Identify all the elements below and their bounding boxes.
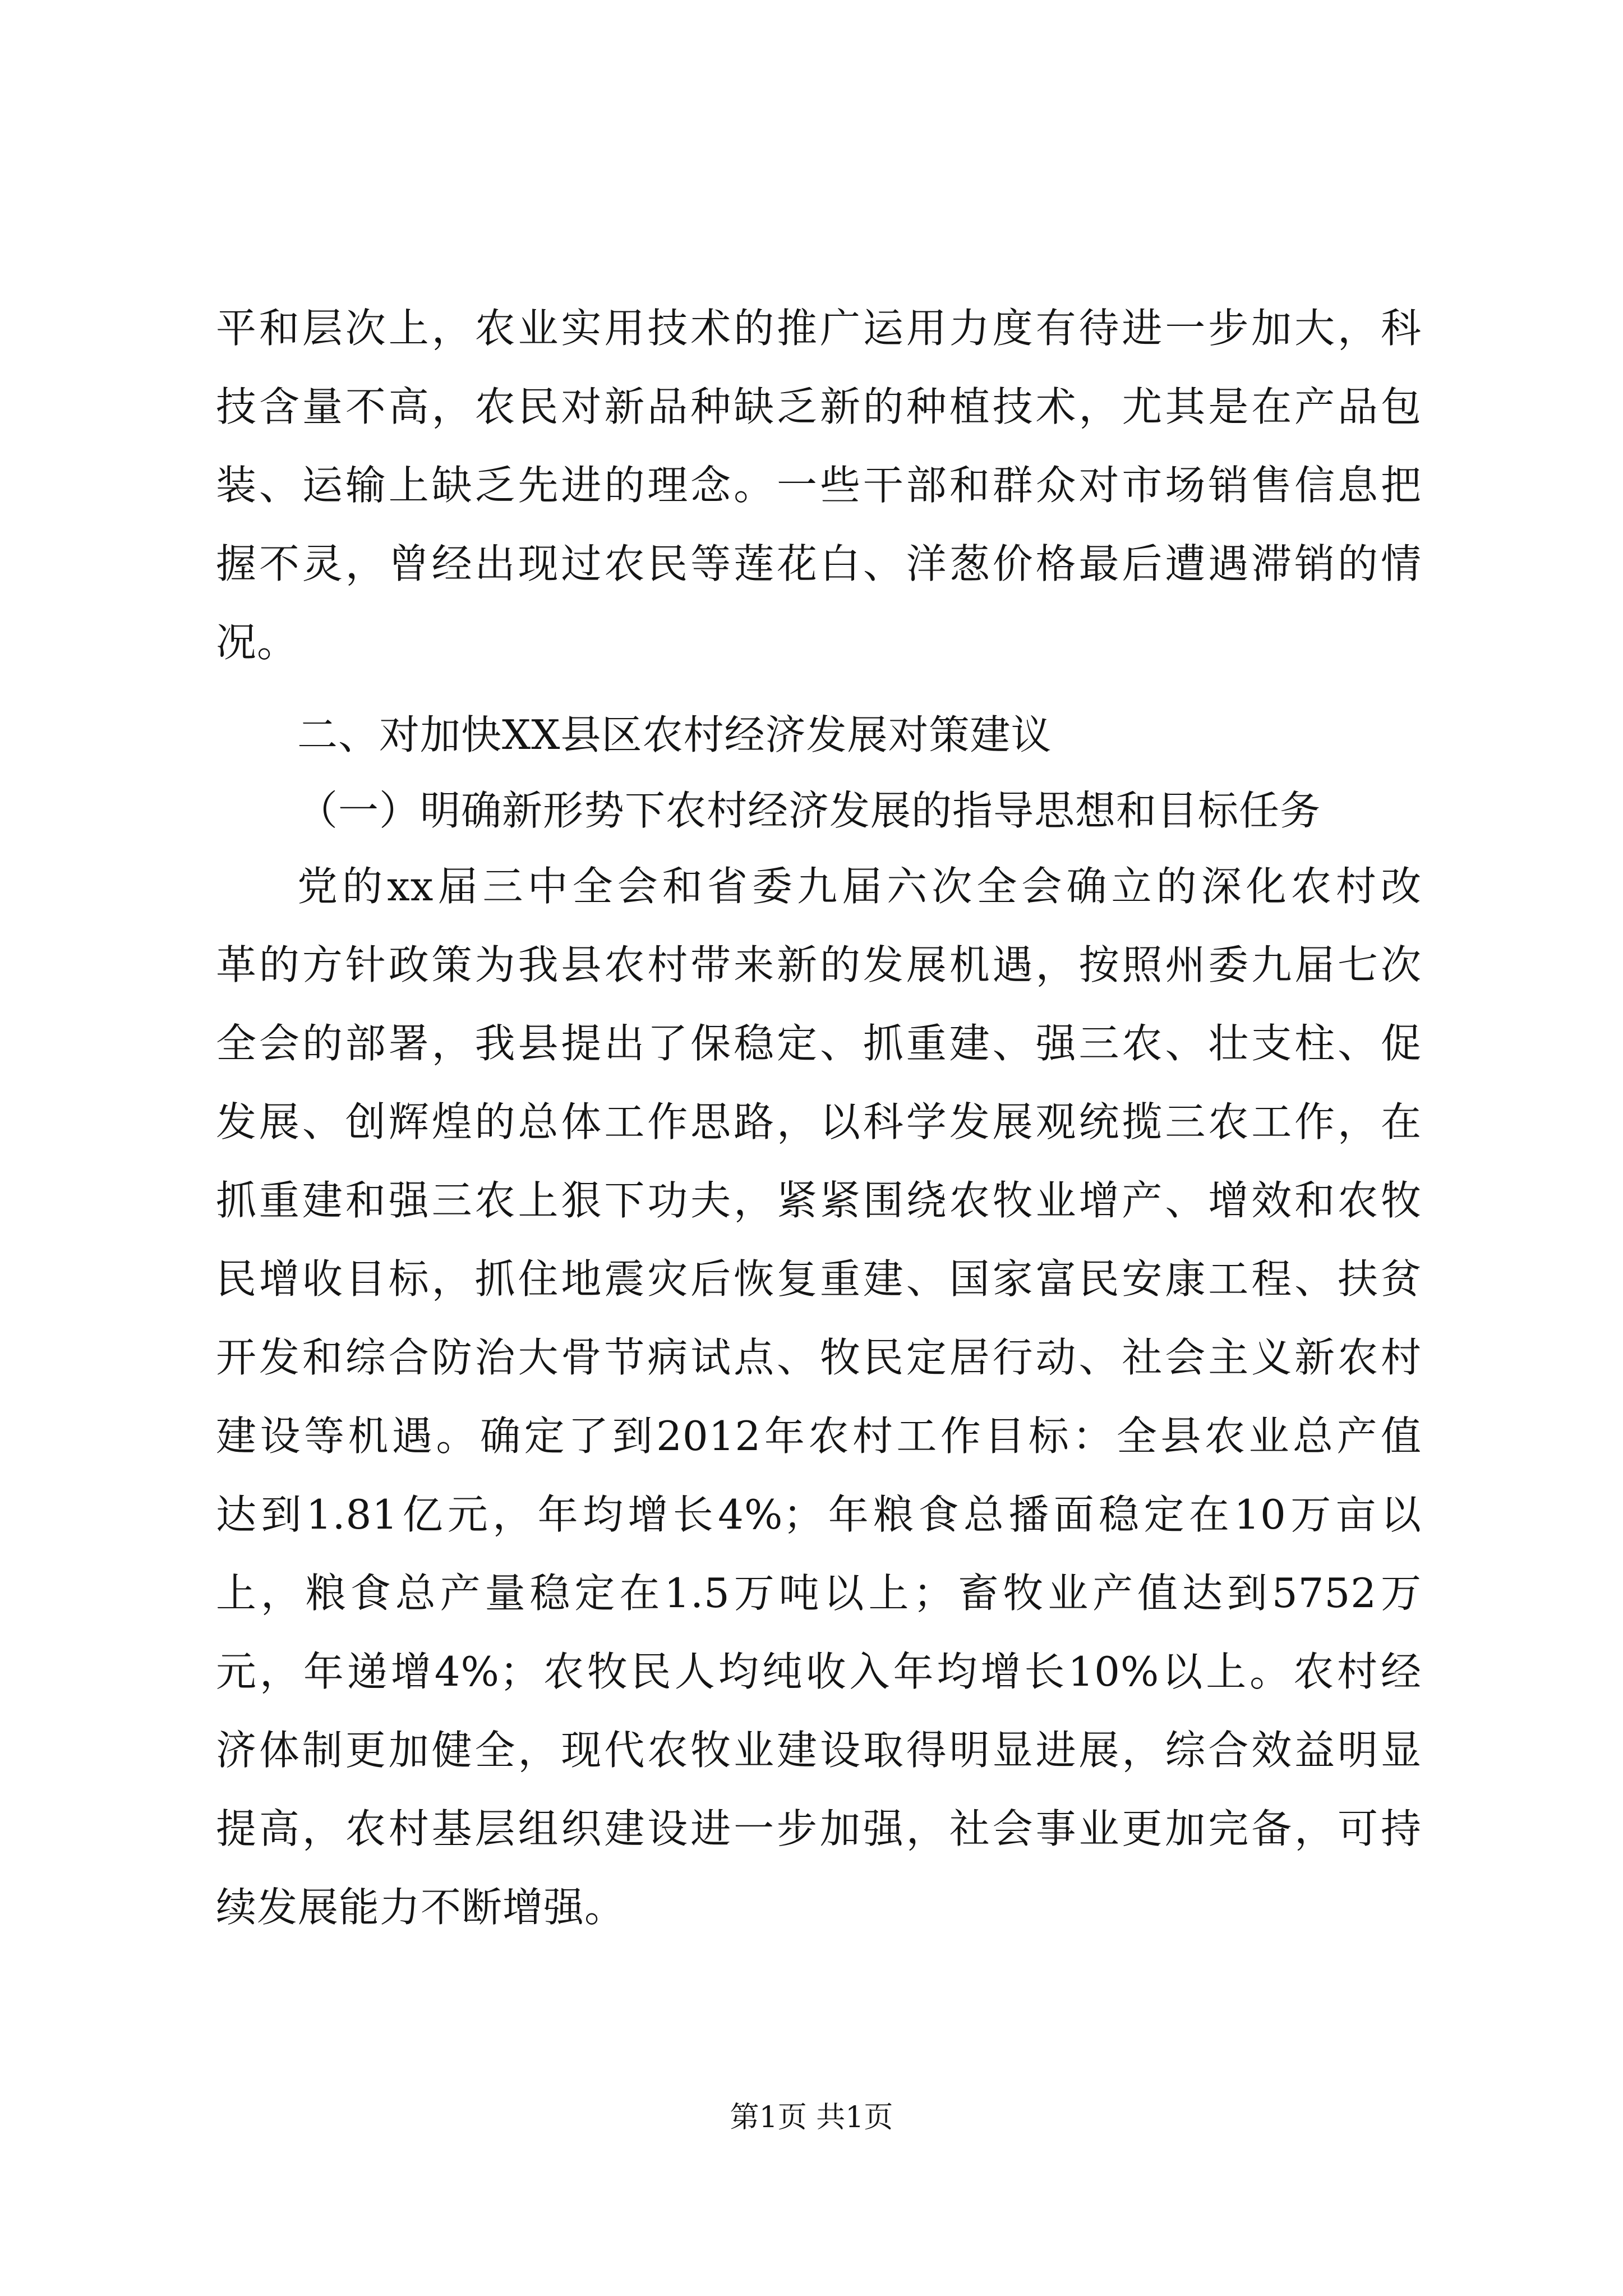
body-text-line: 上，粮食总产量稳定在1.5万吨以上；畜牧业产值达到5752万 <box>216 1570 1422 1617</box>
body-text-line: 建设等机遇。确定了到2012年农村工作目标：全县农业总产值 <box>216 1412 1422 1460</box>
body-text-line: 元，年递增4%；农牧民人均纯收入年均增长10%以上。农村经 <box>216 1648 1422 1695</box>
body-text-line: 党的xx届三中全会和省委九届六次全会确立的深化农村改 <box>297 863 1422 910</box>
body-text-line: 装、运输上缺乏先进的理念。一些干部和群众对市场销售信息把 <box>216 462 1422 509</box>
body-text-line: 握不灵，曾经出现过农民等莲花白、洋葱价格最后遭遇滞销的情 <box>216 540 1422 587</box>
body-text-line: 技含量不高，农民对新品种缺乏新的种植技术，尤其是在产品包 <box>216 383 1422 430</box>
body-text-line: 况。 <box>216 619 298 666</box>
body-text-line: 平和层次上，农业实用技术的推广运用力度有待进一步加大，科 <box>216 305 1422 352</box>
body-text-line: 民增收目标，抓住地震灾后恢复重建、国家富民安康工程、扶贫 <box>216 1255 1422 1303</box>
body-text-line: 达到1.81亿元，年均增长4%；年粮食总播面稳定在10万亩以 <box>216 1491 1422 1538</box>
body-text-line: 发展、创辉煌的总体工作思路，以科学发展观统揽三农工作，在 <box>216 1098 1422 1145</box>
subsection-heading: （一）明确新形势下农村经济发展的指导思想和目标任务 <box>297 787 1321 834</box>
body-text-line: 续发展能力不断增强。 <box>216 1884 626 1931</box>
page-footer: 第1页 共1页 <box>730 2101 893 2134</box>
body-text-line: 革的方针政策为我县农村带来新的发展机遇，按照州委九届七次 <box>216 941 1422 988</box>
body-text-line: 济体制更加健全，现代农牧业建设取得明显进展，综合效益明显 <box>216 1727 1422 1774</box>
body-text-line: 抓重建和强三农上狠下功夫，紧紧围绕农牧业增产、增效和农牧 <box>216 1177 1422 1224</box>
body-text-line: 全会的部署，我县提出了保稳定、抓重建、强三农、壮支柱、促 <box>216 1020 1422 1067</box>
body-text-line: 提高，农村基层组织建设进一步加强，社会事业更加完备，可持 <box>216 1805 1422 1852</box>
section-heading: 二、对加快XX县区农村经济发展对策建议 <box>297 711 1052 758</box>
body-text-line: 开发和综合防治大骨节病试点、牧民定居行动、社会主义新农村 <box>216 1334 1422 1381</box>
